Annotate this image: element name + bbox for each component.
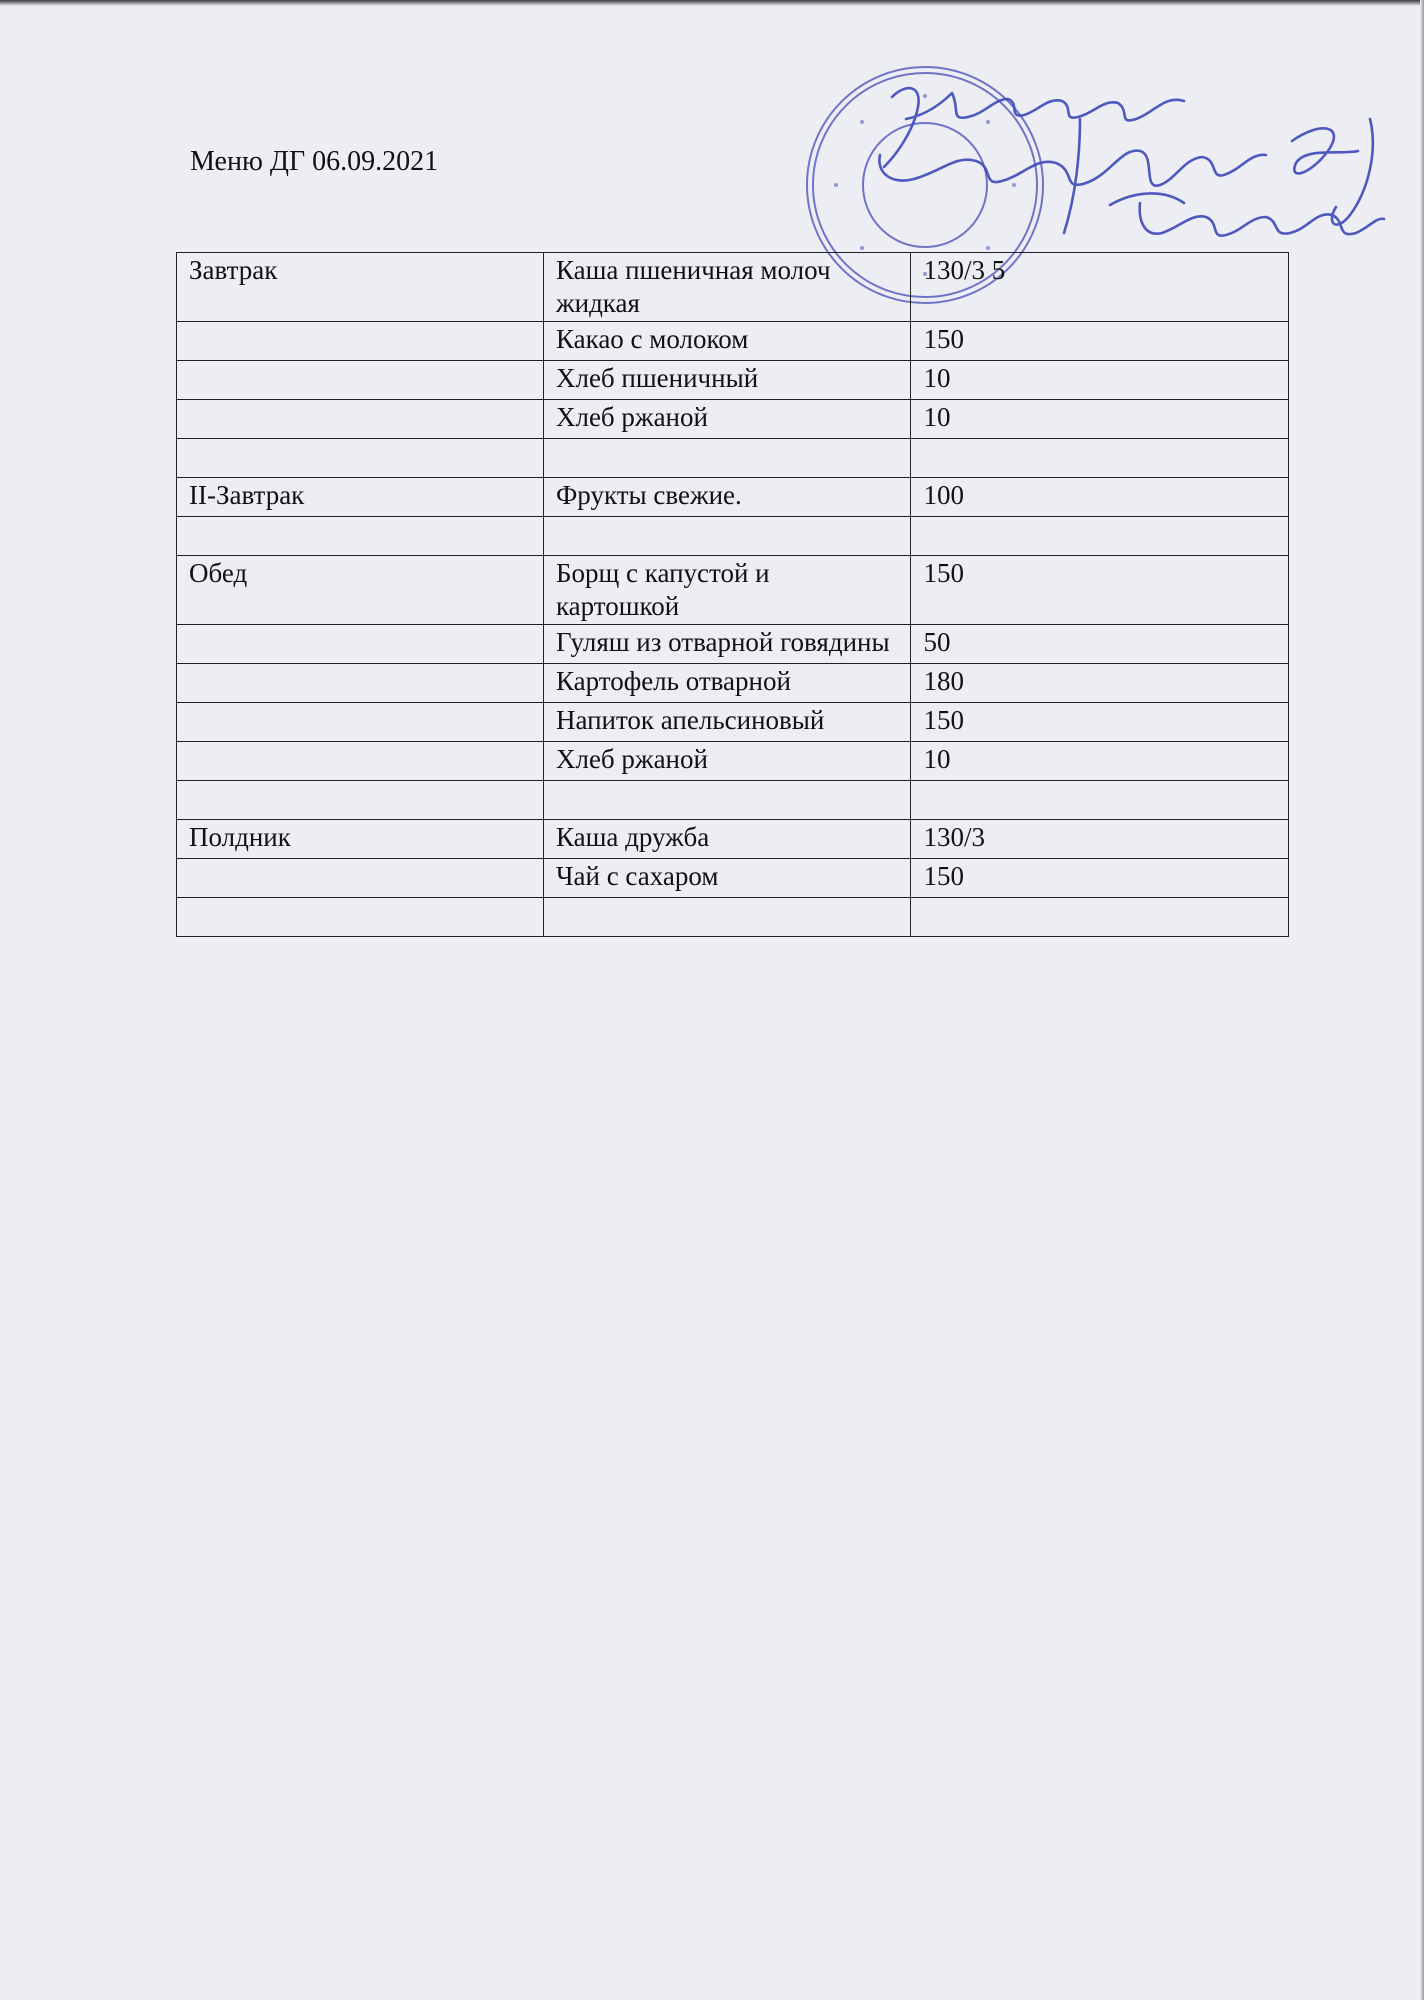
dish-cell: Хлеб ржаной [543, 742, 910, 781]
dish-cell: Каша дружба [543, 820, 910, 859]
meal-cell [177, 400, 544, 439]
scan-edge-top [0, 0, 1424, 6]
portion-cell: 150 [911, 322, 1289, 361]
meal-cell [177, 625, 544, 664]
table-row [177, 781, 1289, 820]
dish-cell: Каша пшеничная молоч жидкая [543, 253, 910, 322]
portion-cell: 180 [911, 664, 1289, 703]
dish-cell: Картофель отварной [543, 664, 910, 703]
dish-cell: Какао с молоком [543, 322, 910, 361]
portion-cell [911, 517, 1289, 556]
portion-cell [911, 781, 1289, 820]
table-row [177, 820, 1289, 859]
portion-cell [911, 439, 1289, 478]
table-row [177, 361, 1289, 400]
meal-cell [177, 703, 544, 742]
dish-cell: Фрукты свежие. [543, 478, 910, 517]
dish-cell: Хлеб пшеничный [543, 361, 910, 400]
dish-cell: Борщ с капустой и картошкой [543, 556, 910, 625]
menu-table [176, 252, 1289, 937]
portion-cell: 100 [911, 478, 1289, 517]
meal-cell: Завтрак [177, 253, 544, 322]
table-row [177, 556, 1289, 625]
table-row [177, 439, 1289, 478]
meal-cell [177, 322, 544, 361]
meal-cell [177, 439, 544, 478]
table-row [177, 478, 1289, 517]
meal-cell: Обед [177, 556, 544, 625]
dish-cell [543, 439, 910, 478]
dish-cell: Гуляш из отварной говядины [543, 625, 910, 664]
dish-cell [543, 781, 910, 820]
portion-cell: 10 [911, 361, 1289, 400]
portion-cell: 50 [911, 625, 1289, 664]
portion-cell: 130/3 [911, 820, 1289, 859]
handwritten-signature [780, 55, 1390, 255]
meal-cell: II-Завтрак [177, 478, 544, 517]
scan-edge-right [1420, 0, 1424, 2000]
portion-cell: 10 [911, 400, 1289, 439]
table-row [177, 625, 1289, 664]
portion-cell: 10 [911, 742, 1289, 781]
meal-cell [177, 742, 544, 781]
meal-cell [177, 898, 544, 937]
meal-cell: Полдник [177, 820, 544, 859]
table-row [177, 253, 1289, 322]
meal-cell [177, 517, 544, 556]
table-row [177, 664, 1289, 703]
dish-cell [543, 517, 910, 556]
table-row [177, 517, 1289, 556]
dish-cell: Хлеб ржаной [543, 400, 910, 439]
meal-cell [177, 781, 544, 820]
meal-cell [177, 859, 544, 898]
page-title: Меню ДГ 06.09.2021 [190, 146, 439, 177]
dish-cell [543, 898, 910, 937]
meal-cell [177, 664, 544, 703]
table-row [177, 898, 1289, 937]
table-row [177, 859, 1289, 898]
table-row [177, 400, 1289, 439]
portion-cell [911, 898, 1289, 937]
portion-cell: 150 [911, 556, 1289, 625]
portion-cell: 150 [911, 859, 1289, 898]
table-row [177, 742, 1289, 781]
portion-cell: 130/3 5 [911, 253, 1289, 322]
table-row [177, 703, 1289, 742]
meal-cell [177, 361, 544, 400]
dish-cell: Напиток апельсиновый [543, 703, 910, 742]
table-row [177, 322, 1289, 361]
dish-cell: Чай с сахаром [543, 859, 910, 898]
portion-cell: 150 [911, 703, 1289, 742]
